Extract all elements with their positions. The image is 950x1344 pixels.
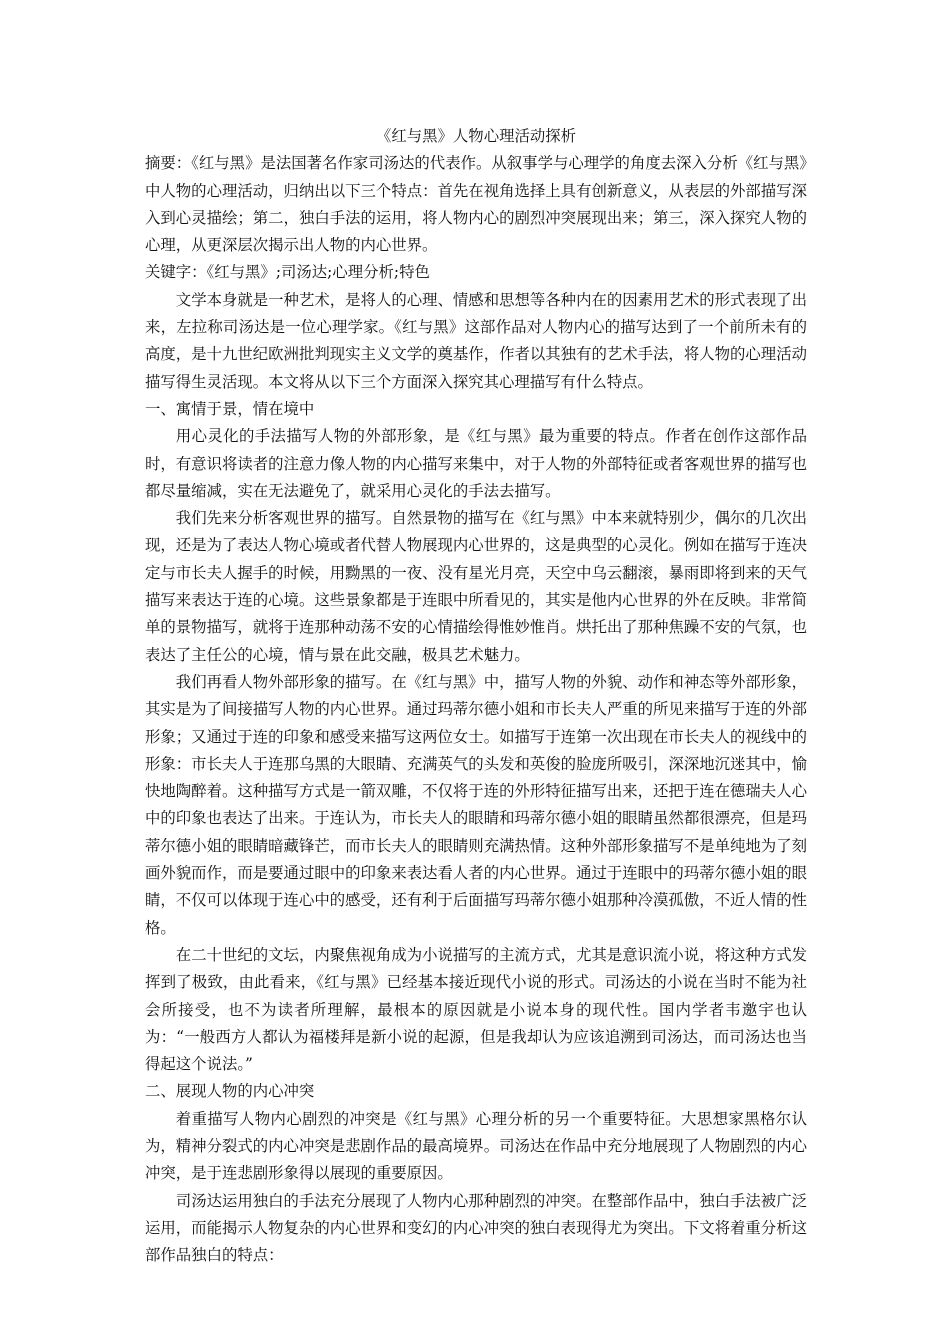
section-2-paragraph-2: 司汤达运用独白的手法充分展现了人物内心那种剧烈的冲突。在整部作品中，独白手法被广泛运用，而能揭示人物复杂的内心世界和变幻的内心冲突的独白表现得尤为突出。下文将着重分析这部作品独白的特点： [145,1191,807,1265]
document-page [145,123,807,1269]
section-1-paragraph-3: 我们再看人物外部形象的描写。在《红与黑》中，描写人物的外貌、动作和神态等外部形象，其实是为了间接描写人物的内心世界。通过玛蒂尔德小姐和市长夫人严重的所见来描写于连的外部形象；又通过于连的印象和感受来描写这两位女士。如描写于连第一次出现在市长夫人的视线中的形象：市长夫人于连那乌黑的大眼睛、充满英气的头发和英俊的脸庞所吸引，深深地沉迷其中，愉快地陶醉着。这种描写方式是一箭双雕，不仅将于连的外形特征描写出来，还把于连在德瑞夫人心中的印象也表达了出来。于连认为，市长夫人的眼睛和玛蒂尔德小姐的眼睛虽然都很漂亮，但是玛蒂尔德小姐的眼睛暗藏锋芒，而市长夫人的眼睛则充满热情。这种外部形象描写不是单纯地为了刻画外貌而作，而是要通过眼中的印象来表达看人者的内心世界。通过于连眼中的玛蒂尔德小姐的眼睛，不仅可以体现于连心中的感受，还有利于后面描写玛蒂尔德小姐那种冷漠孤傲，不近人情的性格。 [145,672,807,937]
section-1-paragraph-4: 在二十世纪的文坛，内聚焦视角成为小说描写的主流方式，尤其是意识流小说，将这种方式发挥到了极致，由此看来，《红与黑》已经基本接近现代小说的形式。司汤达的小说在当时不能为社会所接受，也不为读者所理解，最根本的原因就是小说本身的现代性。国内学者韦邀宇也认为：“一般西方人都认为福楼拜是新小说的起源，但是我却认为应该追溯到司汤达，而司汤达也当得起这个说法。” [145,945,807,1074]
section-2-paragraph-1: 着重描写人物内心剧烈的冲突是《红与黑》心理分析的另一个重要特征。大思想家黑格尔认为，精神分裂式的内心冲突是悲剧作品的最高境界。司汤达在作品中充分地展现了人物剧烈的内心冲突，是于连悲剧形象得以展现的重要原因。 [145,1109,807,1183]
keywords: 关键字：《红与黑》;司汤达;心理分析;特色 [145,263,430,282]
section-2-heading: 二、展现人物的内心冲突 [145,1082,315,1101]
section-1-heading: 一、寓情于景，情在境中 [145,399,315,418]
document-title: 《红与黑》人物心理活动探析 [375,127,577,145]
section-1-paragraph-1: 用心灵化的手法描写人物的外部形象，是《红与黑》最为重要的特点。作者在创作这部作品时，有意识将读者的注意力像人物的内心描写来集中，对于人物的外部特征或者客观世界的描写也都尽量缩减，实在无法避免了，就采用心灵化的手法去描写。 [145,427,807,500]
section-1-paragraph-2: 我们先来分析客观世界的描写。自然景物的描写在《红与黑》中本来就特别少，偶尔的几次出现，还是为了表达人物心境或者代替人物展现内心世界的，这是典型的心灵化。例如在描写于连决定与市长夫人握手的时候，用黝黑的一夜、没有星光月亮，天空中乌云翻滚，暴雨即将到来的天气描写来表达于连的心境。这些景象都是于连眼中所看见的，其实是他内心世界的外在反映。非常简单的景物描写，就将于连那种动荡不安的心情描绘得惟妙惟肖。烘托出了那种焦躁不安的气氛，也表达了主任公的心境，情与景在此交融，极具艺术魅力。 [145,509,807,664]
abstract: 摘要：《红与黑》是法国著名作家司汤达的代表作。从叙事学与心理学的角度去深入分析《红与黑》中人物的心理活动，归纳出以下三个特点：首先在视角选择上具有创新意义，从表层的外部描写深入到心灵描绘；第二，独白手法的运用，将人物内心的剧烈冲突展现出来；第三，深入探究人物的心理，从更深层次揭示出人物的内心世界。 [145,154,807,255]
intro-paragraph: 文学本身就是一种艺术，是将人的心理、情感和思想等各种内在的因素用艺术的形式表现了出来，左拉称司汤达是一位心理学家。《红与黑》这部作品对人物内心的描写达到了一个前所未有的高度，是十九世纪欧洲批判现实主义文学的奠基作，作者以其独有的艺术手法，将人物的心理活动描写得生灵活现。本文将从以下三个方面深入探究其心理描写有什么特点。 [145,290,807,391]
